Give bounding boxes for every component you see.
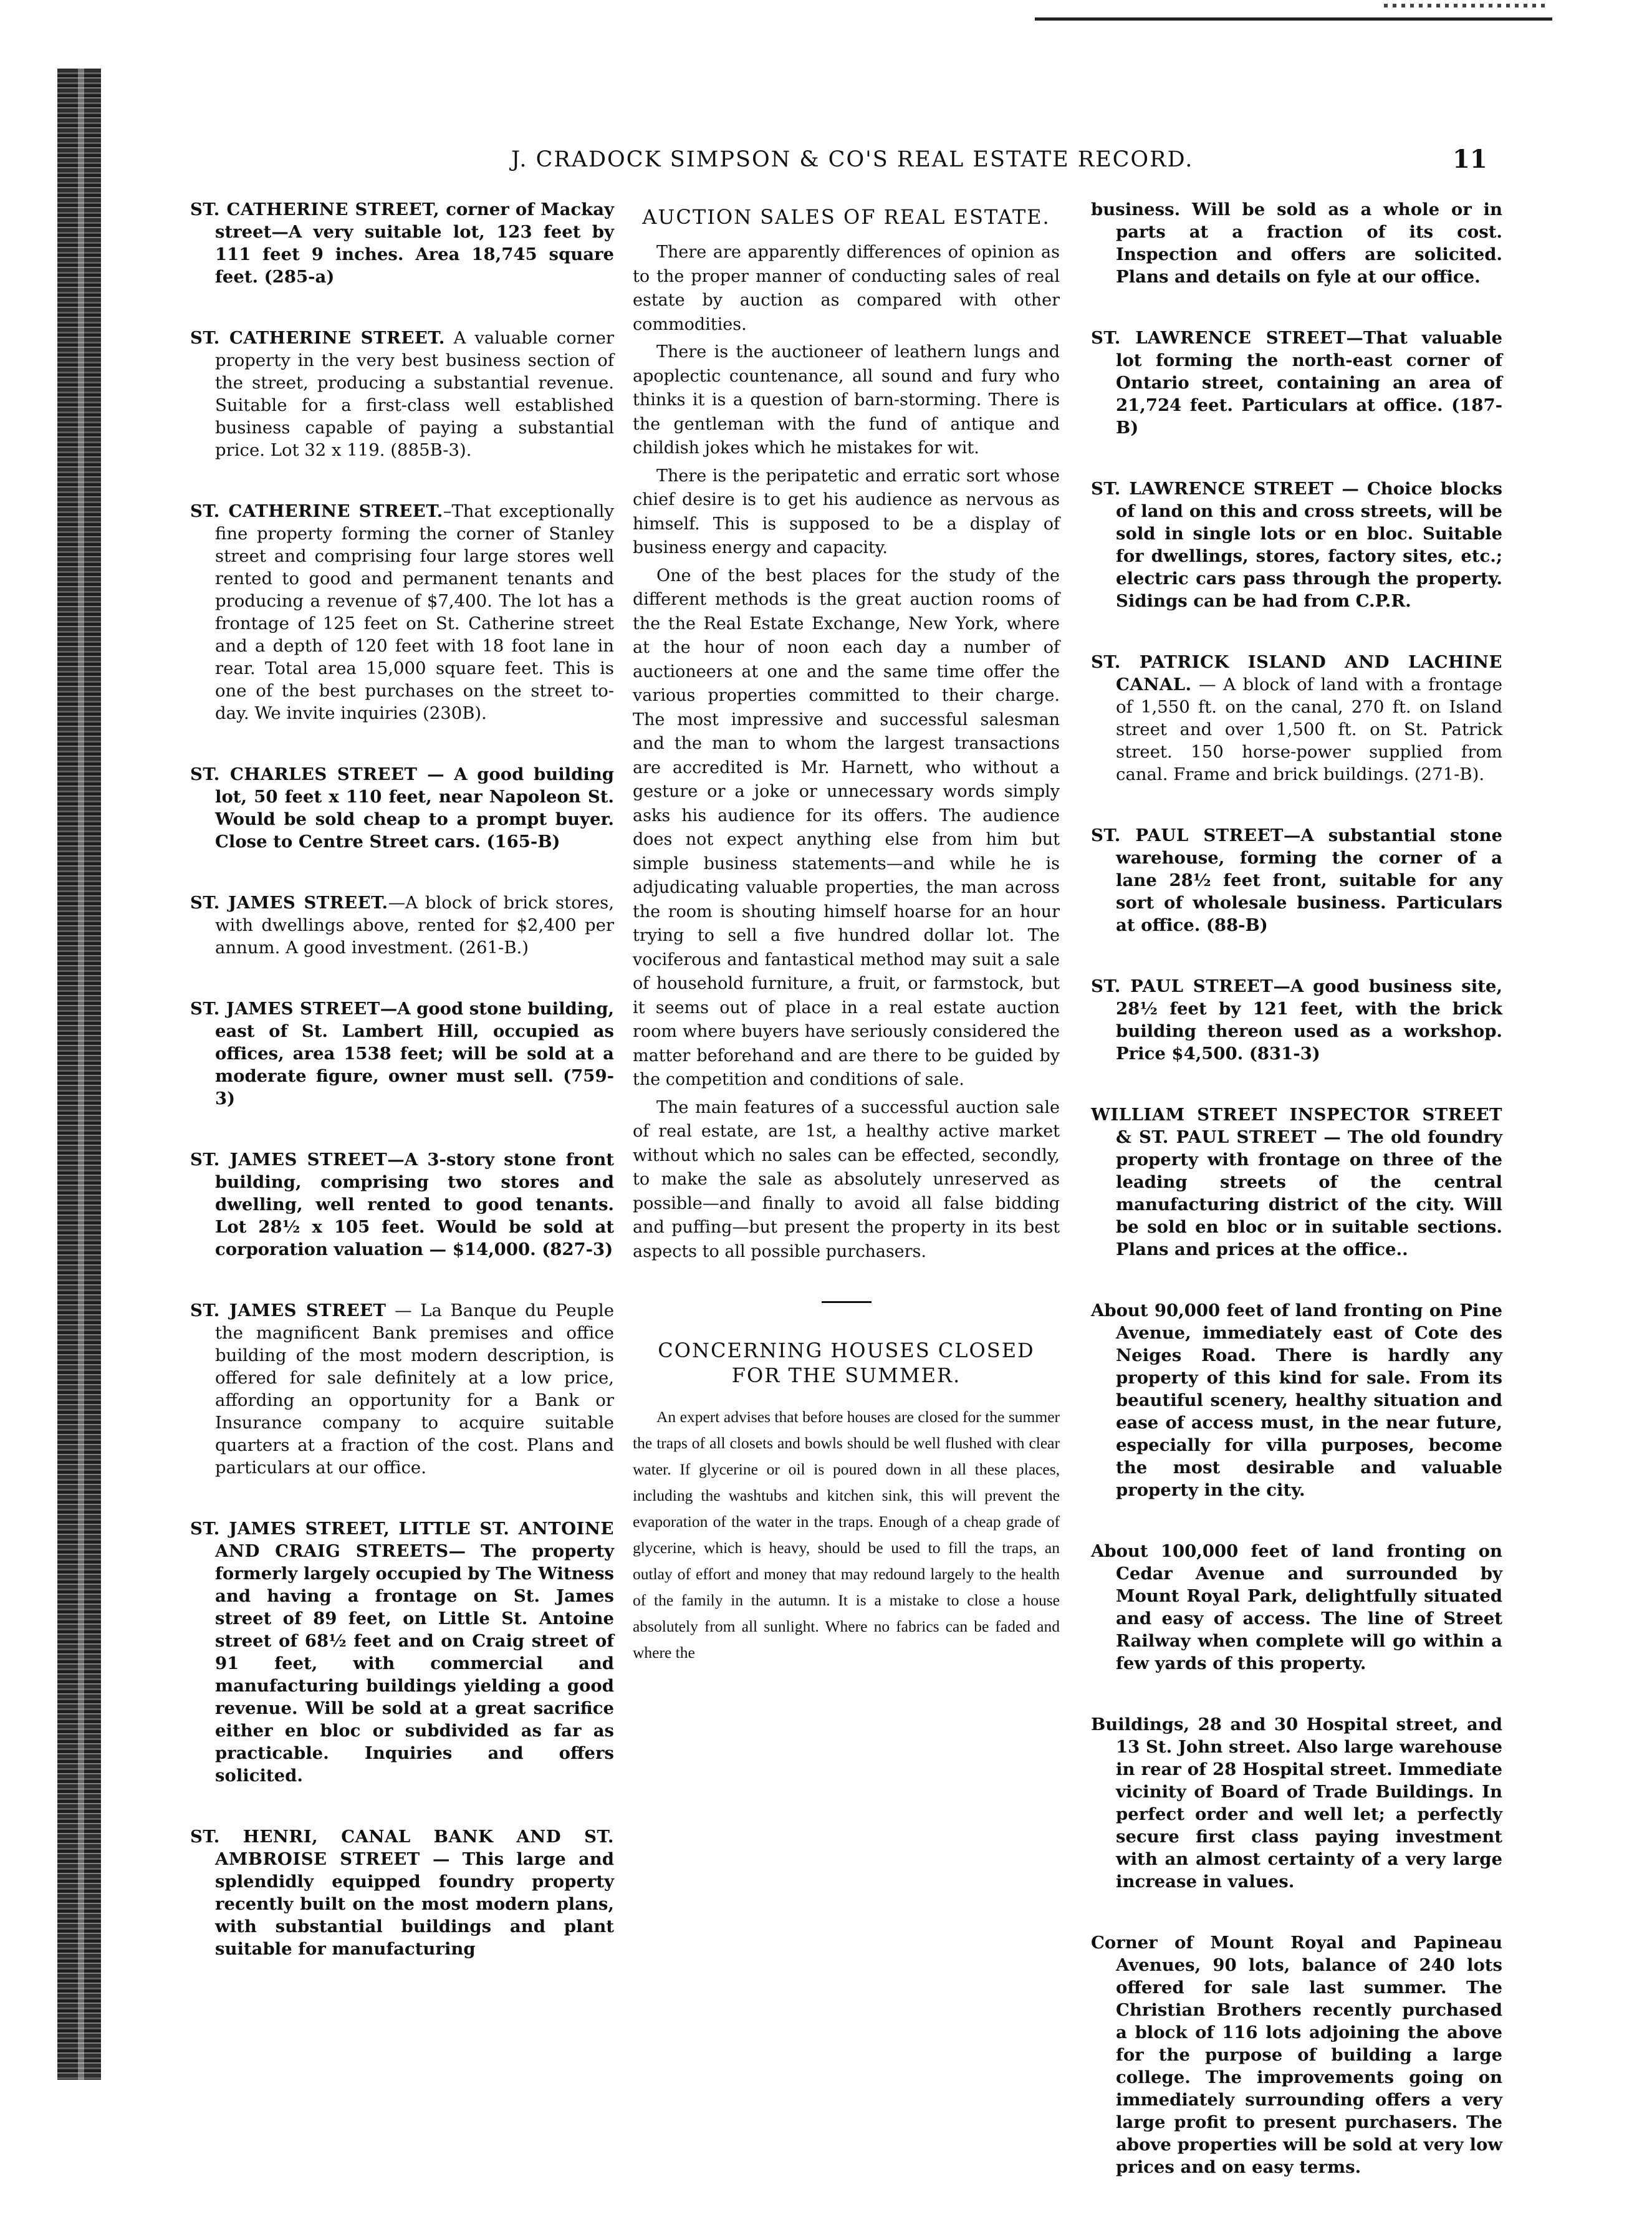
listing (190, 1825, 614, 1960)
listing-heading: ST. PATRICK ISLAND AND LACHINE CANAL. (1091, 652, 1502, 695)
listing-heading: ST. HENRI, CANAL BANK AND ST. AMBROISE STREET (190, 1827, 614, 1869)
listing-text: corner of Mackay street—A very suitable lot, 123 feet by 111 feet 9 inches. Area 18,745 square feet. (285-a) (215, 200, 614, 287)
listing-text: —A good business site, 28½ feet by 121 feet, with the brick building thereon used as a workshop. Price $4,500. (831-3) (1116, 976, 1502, 1064)
listing-text: — Choice blocks of land on this and cross streets, will be sold in single lots or en bloc. Suitable for dwellings, stores, factory sites, etc.; electric cars pass through the property. Sidings can be had from C.P.R. (1116, 479, 1503, 611)
scan-binding-highlight (78, 69, 84, 2080)
listing (1091, 1931, 1502, 2178)
listing-text: Corner of Mount Royal and Papineau Avenues, 90 lots, balance of 240 lots offered for sale last summer. The Christian Brothers recently purchased a block of 116 lots adjoining the above for the purpose of building a large college. The improvements going on immediately surrounding offers a very large profit to present purchasers. The above properties will be sold at very low prices and on easy terms. (1091, 1933, 1502, 2177)
listing (1091, 1104, 1502, 1261)
listing (190, 892, 614, 959)
listing-heading: ST. PAUL STREET (1091, 976, 1274, 996)
section-divider (822, 1301, 872, 1303)
listing (1091, 1540, 1502, 1675)
listing-heading: ST. LAWRENCE STREET (1091, 479, 1334, 499)
listing (1091, 327, 1502, 439)
listing-text: — The property formerly largely occupied by The Witness and having a frontage on St. James street of 89 feet, on Little St. Antoine street of 68½ feet and on Craig street of 91 feet, with commercial and manufacturing buildings yielding a good revenue. Will be sold at a great sacrifice either en bloc or subdivided as far as practicable. Inquiries and offers solicited. (215, 1541, 614, 1786)
article-title: CONCERNING HOUSES CLOSED FOR THE SUMMER. (658, 1339, 1035, 1387)
listing-text: — A good building lot, 50 feet x 110 feet, near Napoleon St. Would be sold cheap to a prompt buyer. Close to Centre Street cars. (165-B) (215, 764, 615, 852)
listing-text: — A block of land with a frontage of 1,550 ft. on the canal, 270 ft. on Island street and over 1,500 ft. on St. Patrick street. 150 horse-power supplied from canal. Frame and brick buildings. (271-B). (1116, 675, 1502, 784)
listing-heading: ST. JAMES STREET, LITTLE ST. ANTOINE AND CRAIG STREETS (190, 1519, 614, 1561)
listing-heading: ST. JAMES STREET (190, 1301, 387, 1320)
article-paragraph: An expert advises that before houses are closed for the summer the traps of all closets and bowls should be well flushed with clear water. If glycerine or oil is poured down in all these places, including the washtubs and kitchen sink, this will prevent the evaporation of the water in the traps. Enough of a cheap grade of glycerine, which is heavy, should be used to fill the traps, an outlay of effort and money that may redound largely to the health of the family in the autumn. It is a mistake to close a house absolutely from all sunlight. Where no fabrics can be faded and where the (633, 1407, 1060, 1662)
listing (1091, 975, 1502, 1065)
listing-heading: WILLIAM STREET INSPECTOR STREET & ST. PAUL STREET (1091, 1105, 1502, 1147)
listing-heading: ST. JAMES STREET. (190, 893, 388, 913)
middle-column (633, 198, 1060, 1681)
listing-text: About 100,000 feet of land fronting on Cedar Avenue and surrounded by Mount Royal Park, delightfully situated and easy of access. The line of Street Railway when complete will go within a few yards of this property. (1091, 1541, 1502, 1673)
listing (190, 1517, 614, 1787)
listing (190, 1299, 614, 1479)
listing-text: — The old foundry property with frontage on three of the leading streets of the central manufacturing district of the city. Will be sold en bloc or in suitable sections. Plans and prices at the office.. (1116, 1127, 1502, 1259)
listing-text: A valuable corner property in the very best business section of the street, producing a substantial revenue. Suitable for a first-class well established business capable of paying a substantial price. Lot 32 x 119. (885B-3). (215, 328, 614, 460)
right-column (1091, 198, 1502, 2217)
listing (1091, 478, 1502, 612)
listing-heading: ST. CHARLES STREET (190, 764, 418, 784)
running-title: J. CRADOCK SIMPSON & CO'S REAL ESTATE RECORD. (511, 147, 1194, 172)
listing-heading: ST. JAMES STREET (190, 1150, 388, 1170)
article-paragraph: There are apparently differences of opinion as to the proper manner of conducting sales of real estate by auction as compared with other commodities. (633, 243, 1060, 334)
article-title: AUCTION SALES OF REAL ESTATE. (642, 205, 1050, 229)
article-paragraph: One of the best places for the study of the different methods is the great auction rooms of the the Real Estate Exchange, New York, where at the hour of noon each day a number of auctioneers at one and the same time offer the various properties committed to their charge. The most impressive and successful salesman and the man to whom the largest transactions are accredited is Mr. Harnett, who without a gesture or a joke or unnecessary words simply asks his audience for its offers. The audience does not expect anything else from him but simple business statements—and while he is adjudicating valuable properties, the man across the room is shouting himself hoarse for an hour trying to sell a five hundred dollar lot. The vociferous and fantastical method may suit a sale of household furniture, a fruit, or farmstock, but it seems out of place in a real estate auction room where buyers have seriously considered the matter beforehand and are there to be guided by the competition and conditions of sale. (633, 565, 1060, 1089)
listing (1091, 1713, 1502, 1893)
listing-text: —A block of brick stores, with dwellings above, rented for $2,400 per annum. A good investment. (261-B.) (215, 893, 615, 958)
listing-text: — This large and splendidly equipped foundry property recently built on the most modern plans, with substantial buildings and plant suitable for manufacturing (215, 1849, 614, 1959)
listing (190, 198, 614, 288)
listing-text: —That valuable lot forming the north-east corner of Ontario street, containing an area of 21,724 feet. Particulars at office. (187-B) (1116, 328, 1502, 438)
page-header (0, 147, 1652, 185)
listing-text: — La Banque du Peuple the magnificent Bank premises and office building of the most modern description, is offered for sale definitely at a low price, affording an opportunity for a Bank or Insurance company to acquire suitable quarters at a fraction of the cost. Plans and particulars at our office. (215, 1301, 614, 1478)
listing-heading: ST. JAMES STREET (190, 999, 380, 1019)
listing-text: business. Will be sold as a whole or in parts at a fraction of its cost. Inspection and offers are solicited. Plans and details on fyle at our office. (1091, 200, 1502, 287)
listing (1091, 198, 1502, 288)
scan-top-rule (1035, 17, 1552, 21)
listing (190, 500, 614, 724)
listing-text: About 90,000 feet of land fronting on Pine Avenue, immediately east of Cote des Neiges Road. There is hardly any property of this kind for sale. From its beautiful scenery, healthy situation and ease of access must, in the near future, especially for villa purposes, become the most desirable and valuable property in the city. (1091, 1301, 1502, 1500)
scan-speckle (1384, 4, 1546, 7)
listing-text: Buildings, 28 and 30 Hospital street, and 13 St. John street. Also large warehouse in rear of 28 Hospital street. Immediate vicinity of Board of Trade Buildings. In perfect order and well let; a perfectly secure first class paying investment with an almost certainty of a very large increase in values. (1091, 1714, 1502, 1892)
listing-text: —A 3-story stone front building, comprising two stores and dwelling, well rented to good tenants. Lot 28½ x 105 feet. Would be sold at corporation valuation — $14,000. (827-3) (215, 1150, 614, 1259)
listing (190, 327, 614, 461)
listing (190, 763, 614, 853)
listing-text: —A substantial stone warehouse, forming the corner of a lane 28½ feet front, suitable for any sort of wholesale business. Particulars at office. (88-B) (1116, 825, 1502, 935)
article-paragraph: There is the auctioneer of leathern lungs and apoplectic countenance, all sound and fury who thinks it is a question of barn-storming. There is the gentleman with the fund of antique and childish jokes which he mistakes for wit. (633, 342, 1060, 458)
article-paragraph: There is the peripatetic and erratic sort whose chief desire is to get his audience as nervous as himself. This is supposed to be a display of business energy and capacity. (633, 466, 1060, 557)
listing-heading: ST. CATHERINE STREET, (190, 200, 440, 219)
listing-heading: ST. LAWRENCE STREET (1091, 328, 1347, 348)
page-number: 11 (1453, 145, 1487, 174)
article-paragraph: The main features of a successful auction sale of real estate, are 1st, a healthy active market without which no sales can be effected, secondly, to make the sale as absolutely unreserved as possible—and finally to avoid all false bidding and puffing—but present the property in its best aspects to all possible purchasers. (633, 1097, 1060, 1261)
left-column (190, 198, 614, 1999)
listing-text: –That exceptionally fine property forming the corner of Stanley street and comprising four large stores well rented to good and permanent tenants and producing a revenue of $7,400. The lot has a frontage of 125 feet on St. Catherine street and a depth of 120 feet with 18 foot lane in rear. Total area 15,000 square feet. This is one of the best purchases on the street to-day. We invite inquiries (230B). (215, 501, 614, 723)
listing-heading: ST. PAUL STREET (1091, 825, 1284, 845)
listing-text: —A good stone building, east of St. Lambert Hill, occupied as offices, area 1538 feet; will be sold at a moderate figure, owner must sell. (759-3) (215, 999, 614, 1108)
listing (1091, 824, 1502, 936)
listing (190, 1148, 614, 1261)
listing (190, 998, 614, 1110)
listing (1091, 1299, 1502, 1501)
listing-heading: ST. CATHERINE STREET. (190, 501, 443, 521)
listing (1091, 651, 1502, 786)
listing-heading: ST. CATHERINE STREET. (190, 328, 445, 348)
